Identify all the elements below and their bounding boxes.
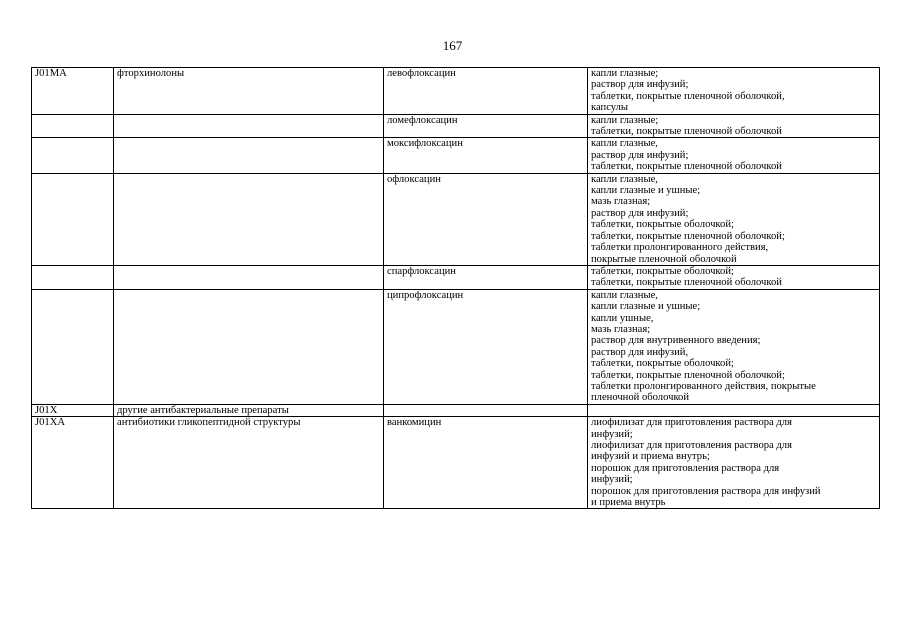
dosage-form-line: мазь глазная; — [591, 196, 651, 208]
dosage-form-line: раствор для инфузий; — [591, 149, 689, 161]
drug-name-cell: спарфлоксацин — [384, 265, 588, 289]
atc-code-cell — [32, 114, 114, 138]
dosage-form-line: таблетки, покрытые оболочкой; — [591, 265, 734, 277]
dosage-forms-cell — [588, 265, 880, 289]
drug-name-cell: офлоксацин — [384, 173, 588, 265]
table-row — [32, 68, 880, 115]
atc-code-cell: J01XA — [32, 417, 114, 509]
drug-name-cell — [384, 404, 588, 416]
dosage-form-line: капли глазные и ушные; — [591, 185, 701, 197]
dosage-form-line: порошок для приготовления раствора для — [591, 462, 780, 474]
dosage-forms-cell — [588, 68, 880, 115]
table-row — [32, 289, 880, 404]
dosage-form-line: инфузий; — [591, 474, 633, 486]
drug-name-cell: ломефлоксацин — [384, 114, 588, 138]
dosage-form-line: капли глазные и ушные; — [591, 301, 701, 313]
drug-name-cell: моксифлоксацин — [384, 138, 588, 173]
pharmacological-group-cell — [114, 265, 384, 289]
atc-code-cell: J01MA — [32, 68, 114, 115]
dosage-form-line: порошок для приготовления раствора для инфузий — [591, 485, 821, 497]
dosage-forms-cell — [588, 173, 880, 265]
dosage-form-line: капли глазные, — [591, 138, 658, 150]
table-row — [32, 173, 880, 265]
dosage-form-line: мазь глазная; — [591, 323, 651, 335]
dosage-forms-cell — [588, 114, 880, 138]
dosage-form-line: покрытые пленочной оболочкой — [591, 253, 737, 265]
dosage-form-line: инфузий и приема внутрь; — [591, 451, 710, 463]
dosage-form-line: капли ушные, — [591, 312, 654, 324]
dosage-forms-cell — [588, 289, 880, 404]
atc-code-cell — [32, 173, 114, 265]
dosage-forms-cell — [588, 417, 880, 509]
atc-code-cell — [32, 138, 114, 173]
drug-name-cell: ципрофлоксацин — [384, 289, 588, 404]
dosage-form-line: таблетки, покрытые пленочной оболочкой; — [591, 369, 785, 381]
pharmacological-group-cell — [114, 173, 384, 265]
pharmacological-group-cell — [114, 138, 384, 173]
dosage-form-line: таблетки, покрытые пленочной оболочкой — [591, 277, 782, 289]
dosage-form-line: таблетки, покрытые оболочкой; — [591, 358, 734, 370]
dosage-form-line: таблетки, покрытые пленочной оболочкой, — [591, 90, 785, 102]
dosage-form-line: пленочной оболочкой — [591, 392, 690, 404]
dosage-form-line: капли глазные; — [591, 68, 659, 79]
dosage-form-line: таблетки пролонгированного действия, — [591, 242, 769, 254]
table-row — [32, 417, 880, 509]
dosage-forms-cell — [588, 404, 880, 416]
dosage-form-line: таблетки, покрытые пленочной оболочкой — [591, 126, 782, 138]
table-row — [32, 265, 880, 289]
table-row — [32, 138, 880, 173]
atc-code-cell — [32, 289, 114, 404]
drug-name-cell: ванкомицин — [384, 417, 588, 509]
dosage-form-line: таблетки, покрытые оболочкой; — [591, 219, 734, 231]
table-row — [32, 404, 880, 416]
dosage-form-line: и приема внутрь — [591, 497, 666, 509]
pharmacological-group-cell: антибиотики гликопептидной структуры — [114, 417, 384, 509]
dosage-form-line: инфузий; — [591, 428, 633, 440]
dosage-form-line: таблетки, покрытые пленочной оболочкой — [591, 161, 782, 173]
pharmacological-group-cell — [114, 289, 384, 404]
dosage-form-line: раствор для внутривенного введения; — [591, 335, 761, 347]
dosage-form-line: лиофилизат для приготовления раствора для — [591, 440, 792, 451]
table-body — [32, 68, 880, 509]
dosage-form-line: раствор для инфузий; — [591, 207, 689, 219]
drug-name-cell: левофлоксацин — [384, 68, 588, 115]
pharmacological-group-cell — [114, 114, 384, 138]
page-number: 167 — [442, 38, 463, 53]
dosage-form-line: капсулы — [591, 102, 629, 114]
dosage-form-line: капли глазные, — [591, 173, 658, 185]
dosage-form-line: раствор для инфузий; — [591, 79, 689, 91]
pharmacological-group-cell: фторхинолоны — [114, 68, 384, 115]
dosage-form-line: капли глазные, — [591, 289, 658, 301]
dosage-form-line: раствор для инфузий, — [591, 346, 689, 358]
dosage-form-line: капли глазные; — [591, 114, 659, 126]
dosage-form-line: лиофилизат для приготовления раствора для — [591, 417, 792, 429]
dosage-form-line: таблетки, покрытые пленочной оболочкой; — [591, 230, 785, 242]
pharmacological-group-cell: другие антибактериальные препараты — [114, 404, 384, 416]
dosage-forms-cell — [588, 138, 880, 173]
atc-code-cell: J01X — [32, 404, 114, 416]
dosage-form-line: таблетки пролонгированного действия, покрытые — [591, 380, 816, 392]
atc-code-cell — [32, 265, 114, 289]
medication-table — [31, 67, 880, 509]
table-row — [32, 114, 880, 138]
